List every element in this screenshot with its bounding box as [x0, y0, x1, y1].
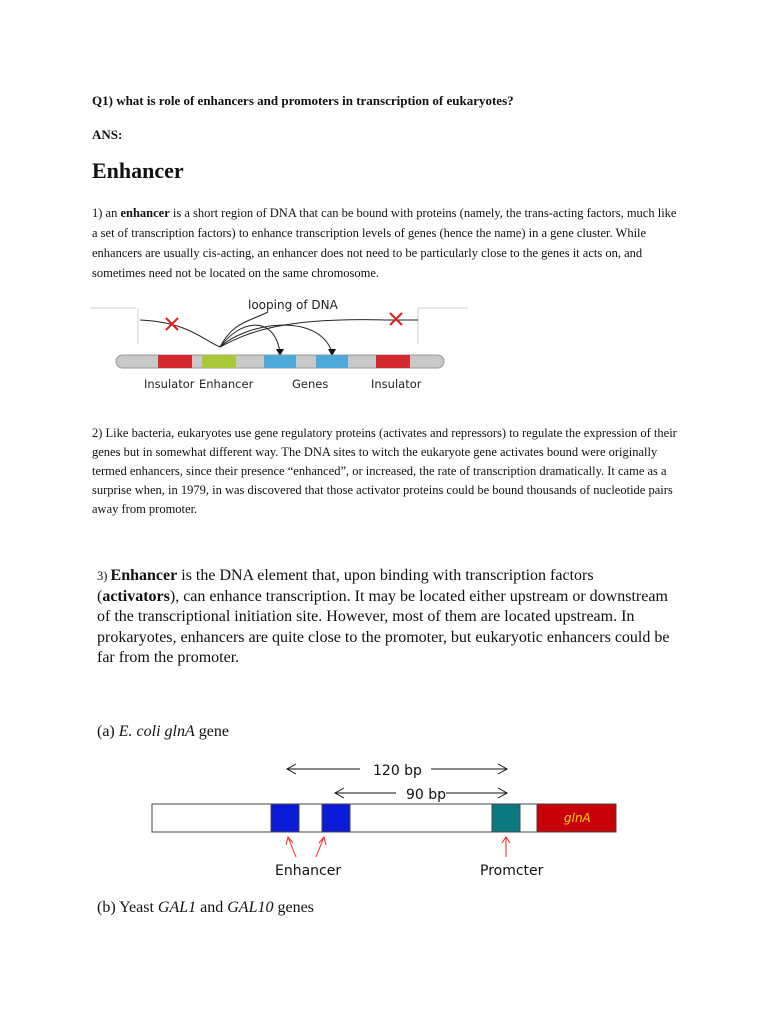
- gene-segment: [316, 355, 348, 368]
- label-enhancer: Enhancer: [275, 863, 342, 879]
- label-genes: Genes: [292, 377, 329, 391]
- enhancer-segment: [202, 355, 236, 368]
- insulator-segment: [158, 355, 192, 368]
- caption-b: (b) Yeast GAL1 and GAL10 genes: [97, 899, 314, 916]
- question-text: Q1) what is role of enhancers and promoters in transcription of eukaryotes?: [92, 93, 514, 108]
- cross-icon: [390, 313, 402, 325]
- label-enhancer: Enhancer: [199, 377, 254, 391]
- paragraph-1: 1) an enhancer is a short region of DNA that can be bound with proteins (namely, the trans-acting factors, much like a set of transcription factors) to enhance transcription levels of genes (hence the name) in a gene cluster. While enhancers are usually cis-acting, an enhancer does not need to be particularly close to the genes it acts on, and sometimes need not be located on the same chromosome.: [92, 206, 677, 280]
- section-heading: Enhancer: [92, 158, 184, 183]
- caption-a: (a) E. coli glnA gene: [97, 723, 229, 740]
- enhancer-box: [322, 804, 350, 832]
- gene-segment: [264, 355, 296, 368]
- promoter-box: [492, 804, 520, 832]
- enhancer-box: [271, 804, 299, 832]
- label-90bp: 90 bp: [406, 787, 447, 803]
- label-120bp: 120 bp: [373, 763, 422, 779]
- paragraph-2: 2) Like bacteria, eukaryotes use gene regulatory proteins (activates and repressors) to regulate the expression of their genes but in somewhat different way. The DNA sites to witch the eukaryote gene activates bound were originally termed enhancers, since their presence “enhanced”, or increased, the rate of transcription dramatically. It came as a surprise when, in 1979, in was discovered that those activator proteins could be bound thousands of nucleotide pairs away from promoter.: [92, 426, 677, 516]
- label-insulator-left: Insulator: [144, 377, 195, 391]
- figure-glna-gene: [150, 755, 620, 885]
- answer-label: ANS:: [92, 127, 123, 142]
- insulator-segment: [376, 355, 410, 368]
- figure-dna-looping: [88, 292, 472, 396]
- label-promoter: Promcter: [480, 863, 544, 879]
- glna-label: glnA: [564, 811, 591, 825]
- paragraph-3: 3) Enhancer is the DNA element that, upon binding with transcription factors (activators), can enhance transcription. It may be located either upstream or downstream of the transcriptional initiation site. However, most of them are located upstream. In prokaryotes, enhancers are quite close to the promoter, but eukaryotic enhancers could be far from the promoter.: [97, 567, 670, 666]
- looping-label: looping of DNA: [248, 298, 338, 312]
- label-insulator-right: Insulator: [371, 377, 422, 391]
